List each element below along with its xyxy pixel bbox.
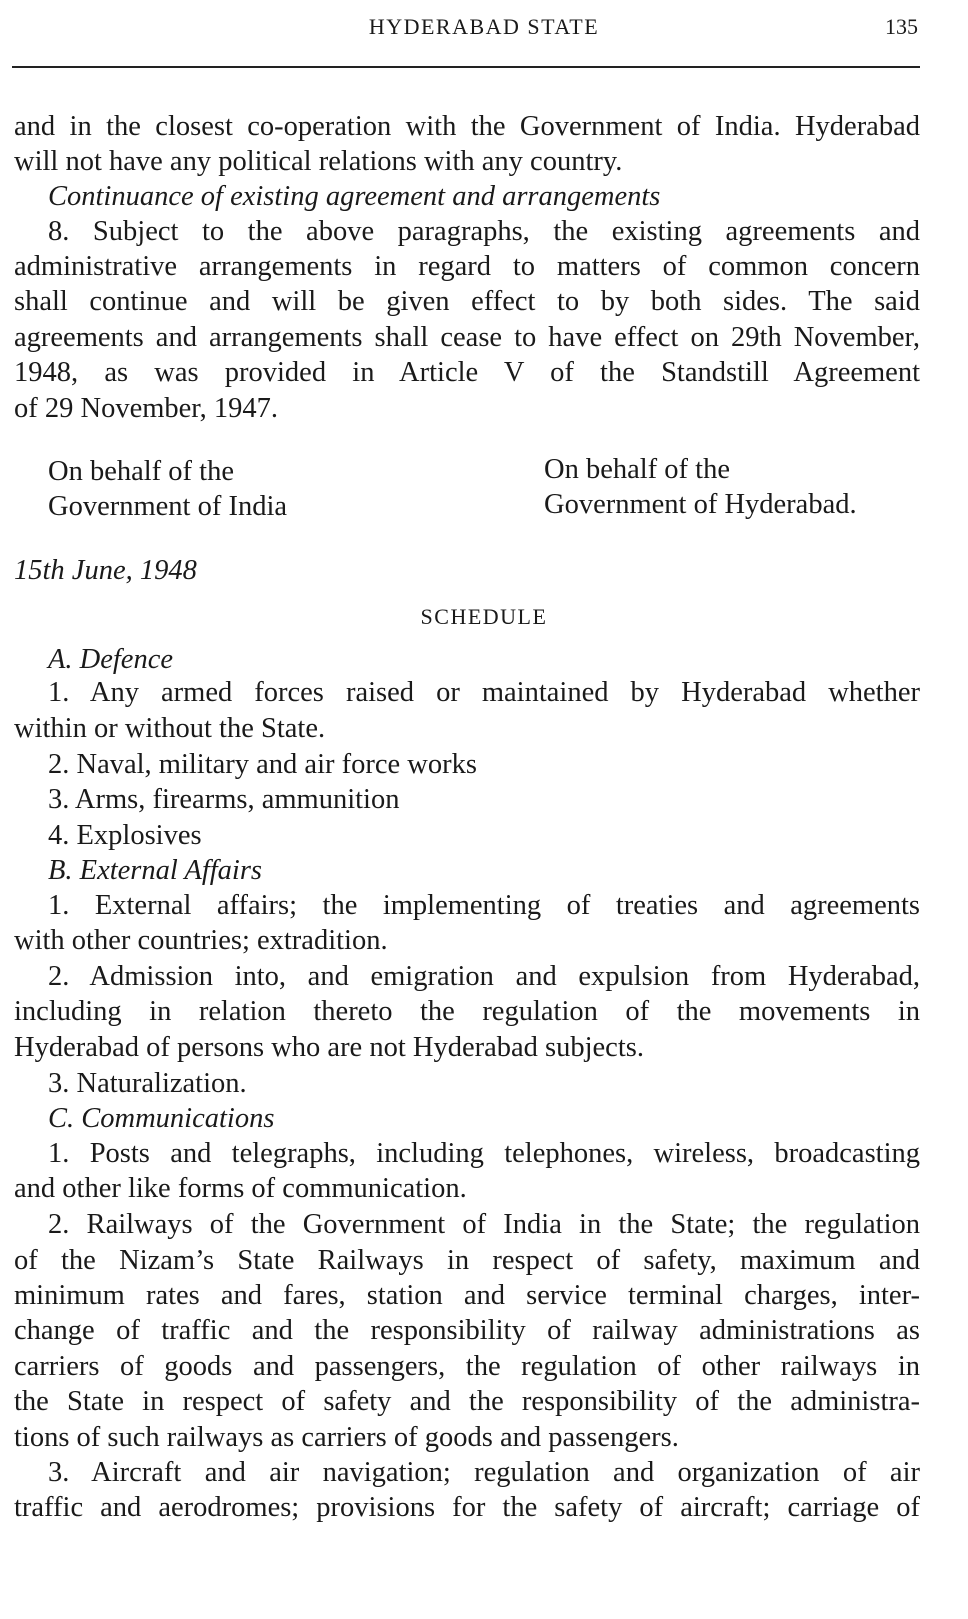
schedule-title: SCHEDULE [420, 604, 548, 629]
schedule-line: including in relation thereto the regulation of the movements in [14, 996, 920, 1027]
text-line: 1948, as was provided in Article V of the Standstill Agreement [14, 357, 920, 388]
schedule-heading: A. Defence [48, 644, 174, 675]
schedule-line: minimum rates and fares, station and service terminal charges, inter- [14, 1280, 920, 1311]
page-number: 135 [885, 14, 918, 39]
date: 15th June, 1948 [14, 555, 197, 586]
schedule-line: the State in respect of safety and the responsibility of the administra- [14, 1386, 920, 1417]
schedule-line: traffic and aerodromes; provisions for the safety of aircraft; carriage of [14, 1492, 920, 1523]
schedule-line: 3. Arms, firearms, ammunition [48, 784, 400, 815]
section-heading: Continuance of existing agreement and arrangements [48, 181, 661, 212]
schedule-line: 2. Naval, military and air force works [48, 749, 477, 780]
schedule-line: with other countries; extradition. [14, 925, 388, 956]
schedule-line: 3. Naturalization. [48, 1068, 247, 1099]
signature-right-line: Government of Hyderabad. [544, 489, 857, 520]
schedule-heading: B. External Affairs [48, 855, 263, 886]
schedule-line: 3. Aircraft and air navigation; regulation and organization of air [48, 1457, 920, 1488]
text-line: agreements and arrangements shall cease to have effect on 29th November, [14, 322, 920, 353]
schedule-line: within or without the State. [14, 713, 326, 744]
schedule-line: 1. Posts and telegraphs, including telephones, wireless, broadcasting [48, 1138, 920, 1169]
schedule-line: 1. Any armed forces raised or maintained by Hyderabad whether [48, 677, 920, 708]
schedule-line: carriers of goods and passengers, the regulation of other railways in [14, 1351, 920, 1382]
running-title: HYDERABAD STATE [368, 14, 600, 39]
header-rule [12, 66, 920, 68]
schedule-line: Hyderabad of persons who are not Hyderabad subjects. [14, 1032, 644, 1063]
text-line: will not have any political relations with any country. [14, 146, 623, 177]
signature-left-line: Government of India [48, 491, 288, 522]
text-line: shall continue and will be given effect to by both sides. The said [14, 286, 920, 317]
signature-right-line: On behalf of the [544, 454, 730, 485]
schedule-line: 2. Railways of the Government of India in the State; the regulation [48, 1209, 920, 1240]
text-line: of 29 November, 1947. [14, 393, 279, 424]
text-line: 8. Subject to the above paragraphs, the existing agreements and [48, 216, 920, 247]
schedule-line: change of traffic and the responsibility of railway administrations as [14, 1315, 920, 1346]
signature-left-line: On behalf of the [48, 456, 234, 487]
schedule-line: 4. Explosives [48, 820, 202, 851]
schedule-heading: C. Communications [48, 1103, 275, 1134]
text-line: and in the closest co-operation with the Government of India. Hyderabad [14, 111, 920, 142]
schedule-line: 2. Admission into, and emigration and expulsion from Hyderabad, [48, 961, 920, 992]
schedule-line: 1. External affairs; the implementing of treaties and agreements [48, 890, 920, 921]
schedule-line: of the Nizam’s State Railways in respect of safety, maximum and [14, 1245, 920, 1276]
schedule-line: and other like forms of communication. [14, 1173, 467, 1204]
schedule-line: tions of such railways as carriers of goods and passengers. [14, 1422, 679, 1453]
text-line: administrative arrangements in regard to matters of common concern [14, 251, 920, 282]
